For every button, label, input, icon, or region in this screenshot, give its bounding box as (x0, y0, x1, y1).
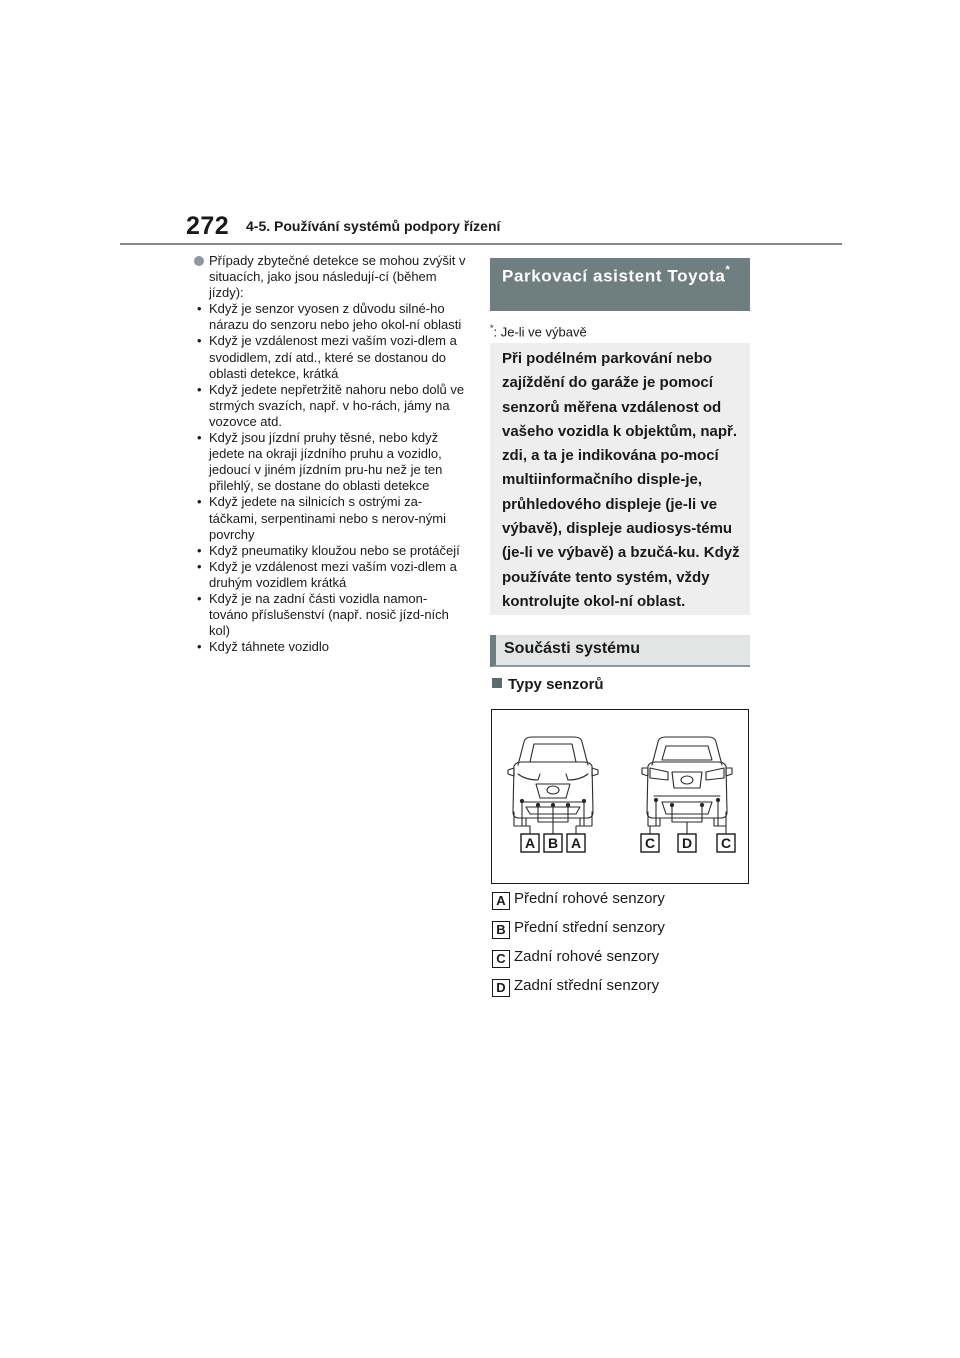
list-item (194, 430, 466, 494)
bullet-dot-icon: • (197, 590, 202, 606)
summary-text: Při podélném parkování nebo zajíždění do garáže je pomocí senzorů měřena vzdálenost od vašeho vozidla k objektům, např. zdi, a ta je indikována po-mocí multiinformačního disple-je, průhledového displeje (je-li ve výbavě), displeje audiosys-tému (je-li ve výbavě) a bzučá-ku. Když používáte tento systém, vždy kontrolujte okol-ní oblast. (502, 350, 740, 610)
lead-paragraph (194, 253, 466, 301)
legend-item (492, 890, 752, 910)
list-item (194, 591, 466, 639)
left-column (194, 253, 466, 655)
situation-list (194, 301, 466, 655)
diagram-label: C (644, 835, 656, 851)
bullet-dot-icon: • (197, 381, 202, 397)
footnote-text: : Je-li ve výbavě (493, 324, 587, 340)
diagram-label: D (681, 835, 693, 851)
section-heading-text: Parkovací asistent Toyota (502, 266, 726, 286)
bullet-circle-icon (194, 256, 204, 266)
heading-asterisk: * (725, 264, 731, 276)
diagram-label: A (524, 835, 536, 851)
legend-item (492, 948, 752, 968)
legend-text: Zadní rohové senzory (514, 948, 660, 965)
list-item (194, 543, 466, 559)
legend-key: C (492, 950, 510, 968)
list-item-text: Když je na zadní části vozidla namon-továno příslušenství (např. nosič jízd-ních kol) (209, 590, 449, 639)
list-item (194, 333, 466, 381)
list-item (194, 382, 466, 430)
bullet-dot-icon: • (197, 494, 202, 510)
section-title: 4-5. Používání systémů podpory řízení (246, 218, 501, 234)
bullet-dot-icon: • (197, 301, 202, 317)
subsection-heading-text: Součásti systému (504, 640, 641, 657)
bullet-dot-icon: • (197, 333, 202, 349)
bullet-dot-icon: • (197, 430, 202, 446)
footnote (490, 323, 587, 339)
legend-text: Přední rohové senzory (514, 890, 665, 907)
subsection-heading (490, 635, 750, 667)
diagram-label: C (720, 835, 732, 851)
list-item (194, 639, 466, 655)
diagram-label: A (570, 835, 582, 851)
legend-item (492, 919, 752, 939)
bullet-dot-icon: • (197, 558, 202, 574)
vehicle-sensor-illustration (492, 710, 748, 883)
legend-key: A (492, 892, 510, 910)
list-item-text: Když jedete na silnicích s ostrými za-táčkami, serpentinami nebo s nerov-nými povrchy (209, 494, 446, 542)
page-number: 272 (186, 212, 230, 240)
square-bullet-icon (492, 678, 502, 688)
list-item (194, 301, 466, 333)
sensor-types-text: Typy senzorů (508, 676, 604, 693)
header-divider (120, 243, 842, 245)
list-item-text: Když je vzdálenost mezi vaším vozi-dlem a svodidlem, zdí atd., které se dostanou do oblasti detekce, krátká (209, 333, 457, 381)
diagram-label: B (547, 835, 559, 851)
section-heading (490, 258, 750, 311)
list-item (194, 494, 466, 542)
list-item-text: Když pneumatiky kloužou nebo se protáčejí (209, 542, 460, 558)
bullet-dot-icon: • (197, 542, 202, 558)
list-item-text: Když táhnete vozidlo (209, 639, 329, 655)
footnote-asterisk: * (490, 323, 494, 333)
bullet-dot-icon: • (197, 639, 202, 655)
list-item-text: Když je senzor vyosen z důvodu silné-ho nárazu do senzoru nebo jeho okol-ní oblasti (209, 301, 462, 333)
sensor-diagram (491, 709, 749, 884)
list-item (194, 559, 466, 591)
summary-box (490, 343, 750, 615)
legend-text: Přední střední senzory (514, 919, 665, 936)
sensor-types-label (492, 676, 604, 693)
list-item-text: Když jedete nepřetržitě nahoru nebo dolů ve strmých svazích, např. v ho-rách, jámy na vozovce atd. (209, 381, 465, 429)
legend-text: Zadní střední senzory (514, 977, 660, 994)
legend-key: B (492, 921, 510, 939)
lead-text: Případy zbytečné detekce se mohou zvýšit v situacích, jako jsou následují-cí (během jízdy): (209, 253, 466, 301)
list-item-text: Když jsou jízdní pruhy těsné, nebo když jedete na okraji jízdního pruhu a vozidlo, jedoucí v jiném jízdním pru-hu než je ten přilehlý, se dostane do oblasti detekce (209, 430, 443, 494)
legend-key: D (492, 979, 510, 997)
list-item-text: Když je vzdálenost mezi vaším vozi-dlem a druhým vozidlem krátká (209, 558, 457, 590)
legend-item (492, 977, 752, 997)
